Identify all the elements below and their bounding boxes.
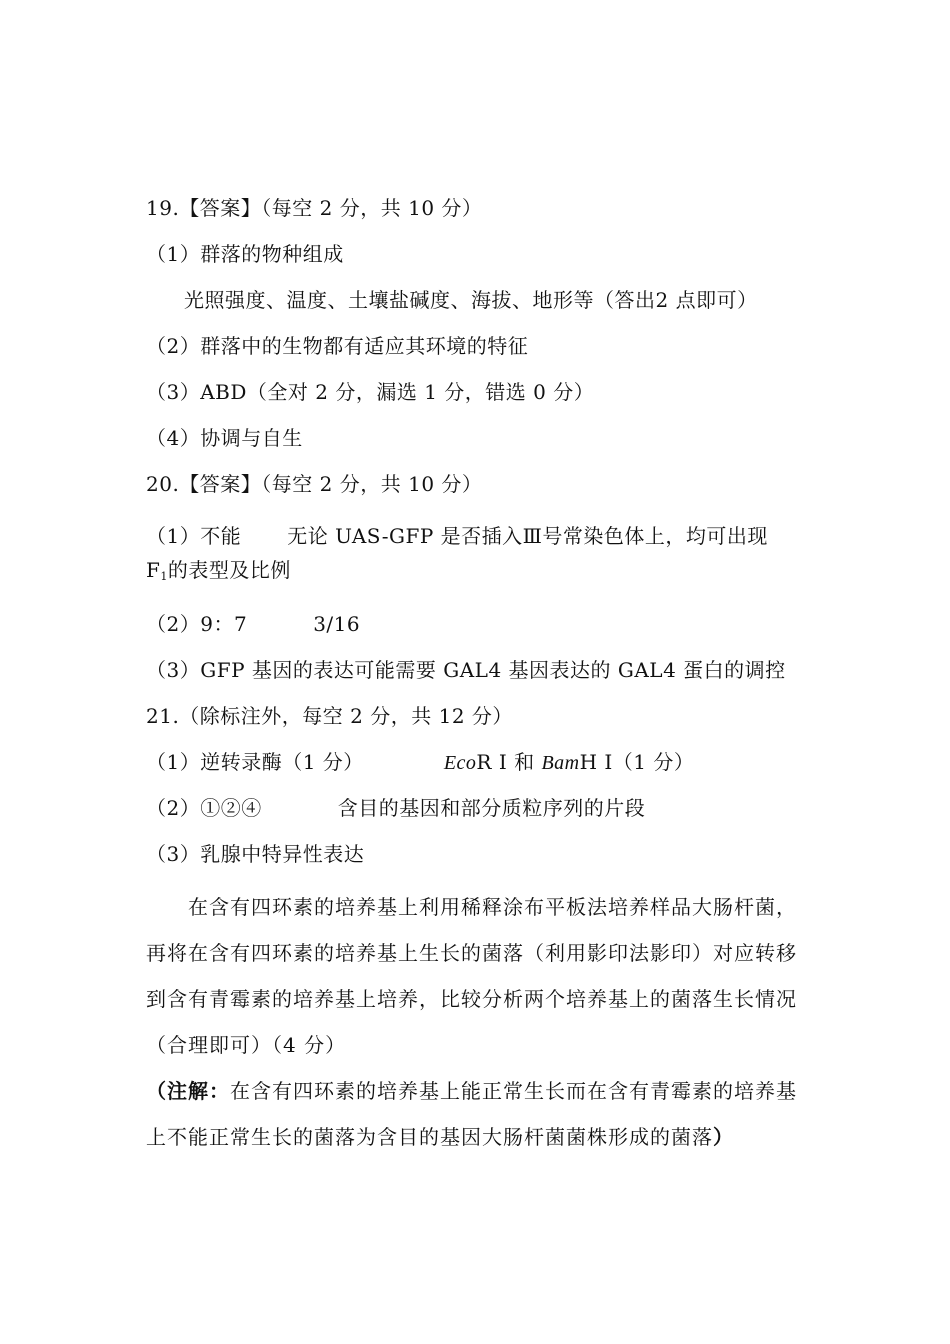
q20-f-subscript: 1: [160, 570, 168, 583]
q19-answer-4: （4）协调与自生: [146, 426, 303, 450]
q20-answer-2-fraction: 3/16: [313, 612, 361, 636]
q21-note-close: ）: [713, 1125, 734, 1149]
q19-answer-1: （1）群落的物种组成: [146, 242, 344, 266]
q21-bam-italic: Bam: [541, 752, 580, 774]
q20-answer-1-tail: 的表型及比例: [167, 558, 291, 582]
q19-answer-2: （2）群落中的生物都有适应其环境的特征: [146, 334, 529, 358]
q20-answer-1-choice: （1）不能: [146, 524, 242, 548]
q21-heading: 21.（除标注外，每空 2 分，共 12 分）: [146, 704, 513, 728]
q19-answer-1b: 光照强度、温度、土壤盐碱度、海拔、地形等（答出2 点即可）: [184, 288, 758, 312]
q20-answer-3: （3）GFP 基因的表达可能需要 GAL4 基因表达的 GAL4 蛋白的调控: [146, 658, 786, 682]
q21-note-label: （注解: [146, 1079, 209, 1103]
q20-f-label: F: [146, 558, 161, 582]
q20-answer-1: [146, 522, 768, 550]
q21-note-text: 在含有四环素的培养基上能正常生长而在含有青霉素的培养基上不能正常生长的菌落为含目的基因大肠杆菌菌株形成的菌落: [146, 1079, 797, 1149]
q20-answer-1-reason: 无论 UAS-GFP 是否插入Ⅲ号常染色体上，均可出现: [287, 524, 768, 548]
q19-answer-3: （3）ABD（全对 2 分，漏选 1 分，错选 0 分）: [146, 380, 595, 404]
q20-answer-2-ratio: （2）9：7: [146, 612, 248, 636]
q20-answer-2: [146, 610, 360, 638]
q21-answer-3: （3）乳腺中特异性表达: [146, 842, 365, 866]
q19-heading: 19.【答案】（每空 2 分，共 10 分）: [146, 196, 483, 220]
q21-answer-1: [146, 748, 694, 777]
q21-answer-1-enzyme: （1）逆转录酶（1 分）: [146, 750, 364, 774]
q20-answer-1-cont: [146, 556, 291, 591]
q21-note: [146, 1068, 808, 1160]
q21-note-colon: ：: [209, 1079, 230, 1103]
q21-bam-suffix: H Ⅰ（1 分）: [579, 750, 695, 774]
q21-eco-suffix: R Ⅰ 和: [476, 750, 542, 774]
q21-answer-2-choice: （2）①②④: [146, 796, 262, 820]
q20-heading: 20.【答案】（每空 2 分，共 10 分）: [146, 472, 483, 496]
q21-answer-3-text: 在含有四环素的培养基上利用稀释涂布平板法培养样品大肠杆菌，再将在含有四环素的培养基上生长的菌落（利用影印法影印）对应转移到含有青霉素的培养基上培养，比较分析两个培养基上的菌落生长情况（合理即可）（4 分）: [146, 895, 797, 1057]
q21-answer-2: [146, 794, 645, 822]
q21-answer-2-fragment: 含目的基因和部分质粒序列的片段: [337, 796, 646, 820]
q21-eco-italic: Eco: [443, 752, 477, 774]
q21-answer-3-paragraph: [146, 884, 808, 1068]
